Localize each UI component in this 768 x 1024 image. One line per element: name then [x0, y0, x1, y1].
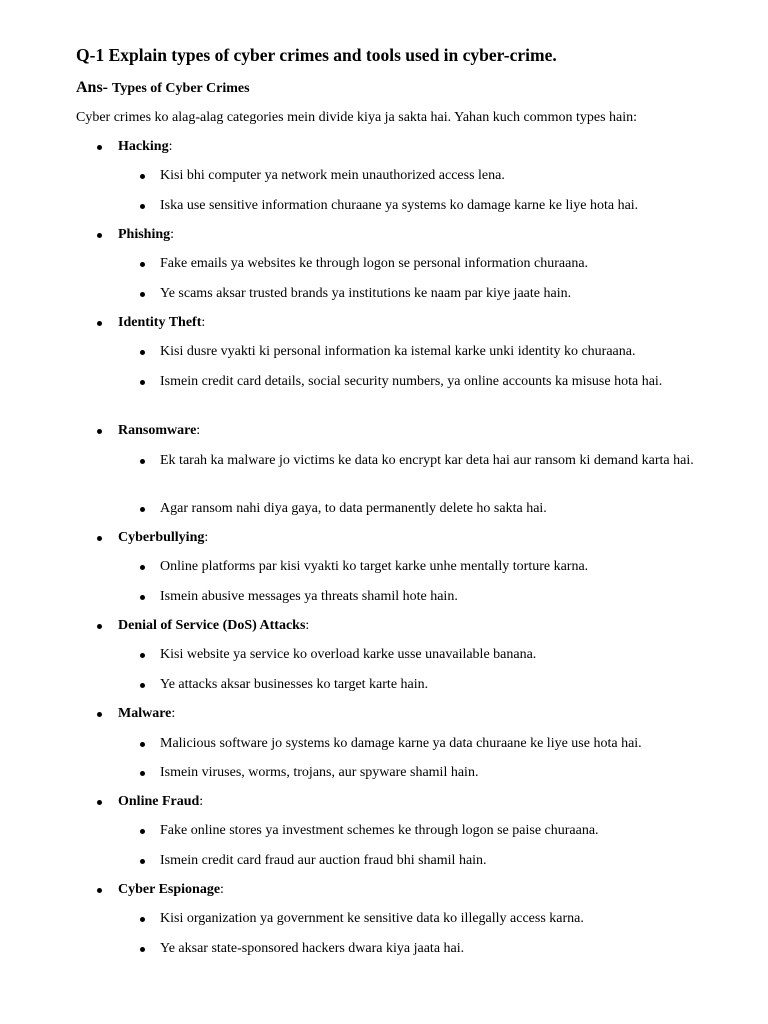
bullet-icon	[140, 459, 145, 464]
term-separator: :	[204, 530, 209, 545]
crime-type-item	[118, 881, 224, 899]
term-separator: :	[305, 618, 310, 633]
bullet-icon	[97, 800, 102, 805]
point-text: Ismein credit card details, social security numbers, ya online accounts ka misuse hota hai.	[160, 374, 663, 389]
term-separator: :	[171, 706, 176, 721]
bullet-icon	[140, 262, 145, 267]
point-text: Iska use sensitive information churaane ya systems ko damage karne ke liye hota hai.	[160, 198, 639, 213]
crime-type-term: Identity Theft	[118, 315, 202, 330]
point-text: Malicious software jo systems ko damage karne ya data churaane ke liye use hota hai.	[160, 736, 642, 751]
crime-type-point	[160, 373, 700, 391]
intro-paragraph: Cyber crimes ko alag-alag categories mein divide kiya ja sakta hai. Yahan kuch common types hain:	[76, 110, 638, 125]
point-text: Fake emails ya websites ke through logon se personal information churaana.	[160, 256, 589, 271]
crime-type-term: Online Fraud	[118, 794, 200, 809]
bullet-icon	[97, 536, 102, 541]
crime-type-point	[160, 646, 700, 664]
crime-type-item	[118, 705, 175, 723]
crime-type-item	[118, 617, 309, 635]
crime-type-point	[160, 735, 700, 753]
bullet-icon	[97, 712, 102, 717]
term-separator: :	[196, 423, 201, 438]
point-text: Ismein abusive messages ya threats shamil hote hain.	[160, 589, 458, 604]
bullet-icon	[97, 233, 102, 238]
crime-type-item	[118, 422, 200, 440]
point-text: Kisi bhi computer ya network mein unauthorized access lena.	[160, 168, 505, 183]
bullet-icon	[140, 174, 145, 179]
crime-type-point	[160, 285, 700, 303]
crime-type-point	[160, 255, 700, 273]
crime-type-term: Denial of Service (DoS) Attacks	[118, 618, 306, 633]
bullet-icon	[140, 859, 145, 864]
bullet-icon	[97, 624, 102, 629]
bullet-icon	[97, 429, 102, 434]
crime-type-point	[160, 452, 700, 470]
bullet-icon	[97, 145, 102, 150]
crime-type-item	[118, 138, 172, 156]
point-text: Kisi organization ya government ke sensitive data ko illegally access karna.	[160, 911, 584, 926]
point-text: Kisi dusre vyakti ki personal information ka istemal karke unki identity ko churaana.	[160, 344, 636, 359]
bullet-icon	[140, 565, 145, 570]
crime-type-point	[160, 343, 700, 361]
crime-type-item	[118, 793, 203, 811]
point-text: Fake online stores ya investment schemes ke through logon se paise churaana.	[160, 823, 599, 838]
bullet-icon	[140, 653, 145, 658]
question-heading: Q-1 Explain types of cyber crimes and tools used in cyber-crime.	[76, 45, 557, 65]
bullet-icon	[97, 888, 102, 893]
crime-type-item	[118, 529, 208, 547]
bullet-icon	[140, 947, 145, 952]
crime-type-point	[160, 588, 700, 606]
crime-type-term: Cyber Espionage	[118, 882, 221, 897]
crime-type-point	[160, 167, 700, 185]
point-text: Ye attacks aksar businesses ko target karte hain.	[160, 677, 429, 692]
bullet-icon	[140, 683, 145, 688]
bullet-icon	[140, 507, 145, 512]
crime-type-term: Phishing	[118, 227, 171, 242]
bullet-icon	[140, 829, 145, 834]
point-text: Ismein credit card fraud aur auction fraud bhi shamil hain.	[160, 853, 487, 868]
crime-type-term: Malware	[118, 706, 172, 721]
crime-type-point	[160, 764, 700, 782]
point-text: Ismein viruses, worms, trojans, aur spyware shamil hain.	[160, 765, 479, 780]
point-text: Ye scams aksar trusted brands ya institutions ke naam par kiye jaate hain.	[160, 286, 572, 301]
bullet-icon	[140, 380, 145, 385]
term-separator: :	[201, 315, 206, 330]
crime-type-point	[160, 197, 700, 215]
bullet-icon	[140, 917, 145, 922]
crime-type-term: Hacking	[118, 139, 169, 154]
bullet-icon	[140, 742, 145, 747]
bullet-icon	[140, 771, 145, 776]
crime-type-point	[160, 558, 700, 576]
point-text: Ek tarah ka malware jo victims ke data ko encrypt kar deta hai aur ransom ki demand karta hai.	[160, 453, 694, 468]
point-text: Agar ransom nahi diya gaya, to data permanently delete ho sakta hai.	[160, 501, 547, 516]
bullet-icon	[140, 595, 145, 600]
point-text: Online platforms par kisi vyakti ko target karke unhe mentally torture karna.	[160, 559, 589, 574]
crime-type-item	[118, 226, 174, 244]
crime-type-term: Ransomware	[118, 423, 197, 438]
crime-type-point	[160, 822, 700, 840]
bullet-icon	[140, 292, 145, 297]
term-separator: :	[168, 139, 173, 154]
bullet-icon	[140, 350, 145, 355]
bullet-icon	[140, 204, 145, 209]
term-separator: :	[170, 227, 175, 242]
crime-type-item	[118, 314, 205, 332]
term-separator: :	[220, 882, 224, 897]
answer-title: Types of Cyber Crimes	[112, 81, 250, 96]
term-separator: :	[199, 794, 204, 809]
crime-type-point	[160, 500, 700, 518]
answer-prefix: Ans-	[76, 79, 109, 96]
crime-type-point	[160, 940, 700, 958]
point-text: Ye aksar state-sponsored hackers dwara kiya jaata hai.	[160, 941, 465, 956]
crime-type-term: Cyberbullying	[118, 530, 205, 545]
crime-type-point	[160, 676, 700, 694]
point-text: Kisi website ya service ko overload karke usse unavailable banana.	[160, 647, 537, 662]
crime-type-point	[160, 852, 700, 870]
crime-type-point	[160, 910, 700, 928]
bullet-icon	[97, 321, 102, 326]
